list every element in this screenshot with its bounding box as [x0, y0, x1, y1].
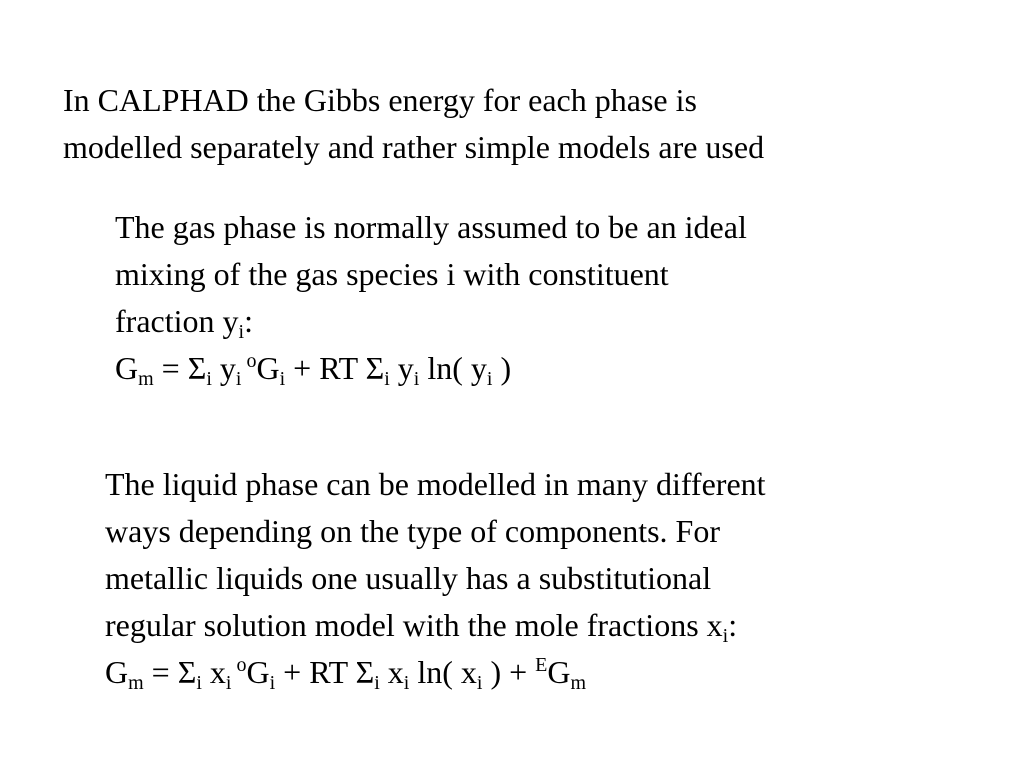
liquid-line: [105, 602, 766, 649]
liquid-line-text: :: [728, 607, 738, 643]
intro-paragraph: [63, 77, 764, 171]
intro-line: modelled separately and rather simple models are used: [63, 129, 765, 165]
eq-term: + RT Σ: [275, 654, 375, 690]
liquid-line: metallic liquids one usually has a substitutional: [105, 560, 712, 596]
gas-line-text: fraction y: [115, 303, 239, 339]
gas-line: [115, 298, 747, 345]
eq-term: = Σ: [153, 350, 207, 386]
eq-term: G: [256, 350, 280, 386]
subscript: i: [486, 368, 493, 390]
subscript: m: [138, 368, 154, 390]
eq-term: ln( y: [419, 350, 487, 386]
subscript: i: [374, 672, 380, 694]
subscript: i: [403, 672, 410, 694]
eq-term: y: [389, 350, 414, 386]
subscript: i: [238, 321, 245, 343]
subscript: i: [206, 368, 212, 390]
subscript: m: [570, 672, 587, 694]
eq-term: ) +: [482, 654, 536, 690]
gas-equation: [115, 345, 747, 392]
liquid-line: The liquid phase can be modelled in many different: [105, 466, 766, 502]
eq-term: + RT Σ: [285, 350, 385, 386]
eq-term: G: [115, 350, 139, 386]
gas-line: mixing of the gas species i with constituent: [115, 256, 669, 292]
eq-term: G: [246, 654, 270, 690]
liquid-line: ways depending on the type of components. For: [105, 513, 720, 549]
superscript: E: [535, 654, 548, 676]
liquid-line-text: regular solution model with the mole fractions x: [105, 607, 723, 643]
subscript: i: [279, 368, 286, 390]
liquid-phase-paragraph: [105, 461, 766, 696]
subscript: i: [225, 672, 232, 694]
superscript: o: [231, 654, 247, 676]
subscript: i: [413, 368, 420, 390]
subscript: i: [235, 368, 242, 390]
eq-term: G: [547, 654, 571, 690]
gas-line-text: :: [244, 303, 253, 339]
subscript: i: [476, 672, 483, 694]
eq-term: y: [211, 350, 236, 386]
subscript: i: [196, 672, 202, 694]
eq-term: x: [201, 654, 226, 690]
gas-line: The gas phase is normally assumed to be an ideal: [115, 209, 747, 245]
subscript: i: [722, 625, 729, 647]
liquid-equation: [105, 649, 766, 696]
eq-term: x: [379, 654, 404, 690]
eq-term: ): [492, 350, 512, 386]
eq-term: = Σ: [143, 654, 197, 690]
subscript: m: [128, 672, 144, 694]
subscript: i: [384, 368, 390, 390]
superscript: o: [241, 350, 257, 372]
eq-term: ln( x: [409, 654, 477, 690]
subscript: i: [269, 672, 276, 694]
gas-phase-paragraph: [115, 204, 747, 392]
intro-line: In CALPHAD the Gibbs energy for each phase is: [63, 82, 697, 118]
eq-term: G: [105, 654, 129, 690]
